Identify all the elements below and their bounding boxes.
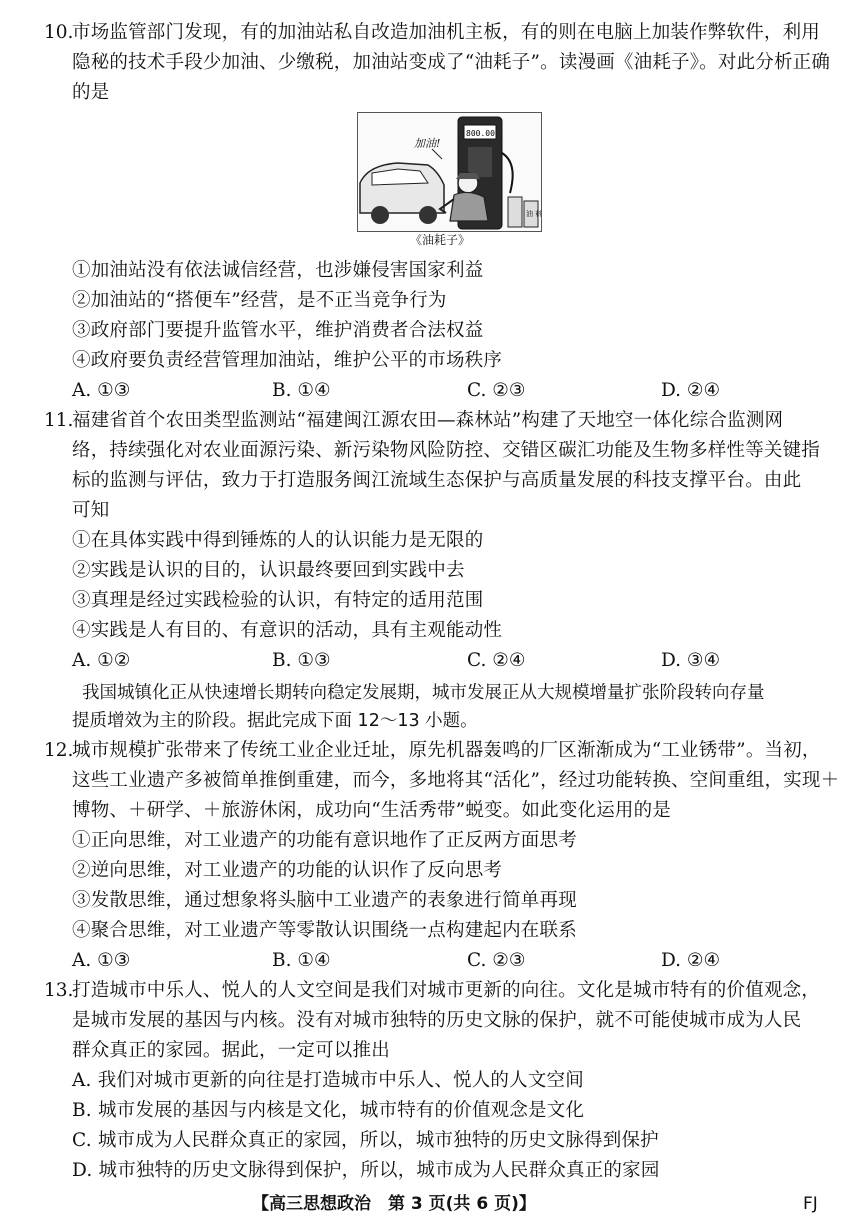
question-10-number: 10. [44, 22, 74, 43]
cartoon-image [357, 112, 542, 232]
question-11-stem-line: 络，持续强化对农业面源污染、新污染物风险防控、交错区碳汇功能及生物多样性等关键指 [72, 440, 821, 461]
question-11-statement: ②实践是认识的目的，认识最终要回到实践中去 [72, 560, 465, 581]
question-12-option-b[interactable]: B. ①④ [272, 950, 331, 971]
question-12-statement: ③发散思维，通过想象将头脑中工业遗产的表象进行简单再现 [72, 890, 577, 911]
question-11-option-c[interactable]: C. ②④ [467, 650, 526, 671]
question-11-option-b[interactable]: B. ①③ [272, 650, 331, 671]
question-12-stem-line: 博物、＋研学、＋旅游休闲，成功向“生活秀带”蜕变。如此变化运用的是 [72, 800, 672, 821]
question-13-stem-line: 是城市发展的基因与内核。没有对城市独特的历史文脉的保护，就不可能使城市成为人民 [72, 1010, 802, 1031]
question-13-stem-line: 打造城市中乐人、悦人的人文空间是我们对城市更新的向往。文化是城市特有的价值观念， [72, 980, 821, 1001]
question-10-statement: ④政府要负责经营管理加油站，维护公平的市场秩序 [72, 350, 503, 371]
barrel-label-text: 油 料 [526, 210, 541, 218]
question-10-statement: ①加油站没有依法诚信经营，也涉嫌侵害国家利益 [72, 260, 484, 281]
question-10-statement: ②加油站的“搭便车”经营，是不正当竞争行为 [72, 290, 447, 311]
question-11-statement: ③真理是经过实践检验的认识，有特定的适用范围 [72, 590, 484, 611]
question-11-option-a[interactable]: A. ①② [72, 650, 131, 671]
question-11-stem-line: 标的监测与评估，致力于打造服务闽江流域生态保护与高质量发展的科技支撑平台。由此 [72, 470, 802, 491]
question-10-stem-line: 隐秘的技术手段少加油、少缴税，加油站变成了“油耗子”。读漫画《油耗子》。对此分析正确 [72, 52, 831, 73]
question-10-option-a[interactable]: A. ①③ [72, 380, 131, 401]
question-12-statement: ①正向思维，对工业遗产的功能有意识地作了正反两方面思考 [72, 830, 577, 851]
question-10-stem-line: 的是 [72, 82, 110, 103]
question-13-choice-b[interactable]: B. 城市发展的基因与内核是文化，城市特有的价值观念是文化 [72, 1100, 585, 1121]
page-footer-title: 【高三思想政治 第 3 页(共 6 页)】 [252, 1194, 536, 1214]
question-10-stem-line: 市场监管部门发现，有的加油站私自改造加油机主板，有的则在电脑上加装作弊软件，利用 [72, 22, 821, 43]
question-12-option-c[interactable]: C. ②③ [467, 950, 526, 971]
question-10-statement: ③政府部门要提升监管水平，维护消费者合法权益 [72, 320, 484, 341]
cartoon-drawing [358, 113, 541, 231]
material-intro-line: 我国城镇化正从快速增长期转向稳定发展期，城市发展正从大规模增量扩张阶段转向存量 [82, 683, 765, 703]
question-13-choice-d[interactable]: D. 城市独特的历史文脉得到保护，所以，城市成为人民群众真正的家园 [72, 1160, 660, 1181]
page-footer-code: FJ [803, 1194, 818, 1214]
question-12-number: 12. [44, 740, 74, 761]
question-13-number: 13. [44, 980, 74, 1001]
pump-display-text: 800.00 [466, 129, 495, 138]
question-12-stem-line: 这些工业遗产多被简单推倒重建，而今，多地将其“活化”，经过功能转换、空间重组，实现＋ [72, 770, 840, 791]
question-12-stem-line: 城市规模扩张带来了传统工业企业迁址，原先机器轰鸣的厂区渐渐成为“工业锈带”。当初， [72, 740, 821, 761]
question-12-statement: ④聚合思维，对工业遗产等零散认识围绕一点构建起内在联系 [72, 920, 577, 941]
question-13-choice-a[interactable]: A. 我们对城市更新的向往是打造城市中乐人、悦人的人文空间 [72, 1070, 584, 1091]
question-11-stem-line: 可知 [72, 500, 110, 521]
question-10-option-b[interactable]: B. ①④ [272, 380, 331, 401]
question-13-choice-c[interactable]: C. 城市成为人民群众真正的家园，所以，城市独特的历史文脉得到保护 [72, 1130, 659, 1151]
question-11-statement: ④实践是人有目的、有意识的活动，具有主观能动性 [72, 620, 503, 641]
question-12-option-a[interactable]: A. ①③ [72, 950, 131, 971]
question-11-option-d[interactable]: D. ③④ [661, 650, 721, 671]
question-10-option-d[interactable]: D. ②④ [661, 380, 721, 401]
question-11-statement: ①在具体实践中得到锤炼的人的认识能力是无限的 [72, 530, 484, 551]
question-13-stem-line: 群众真正的家园。据此，一定可以推出 [72, 1040, 390, 1061]
question-11-stem-line: 福建省首个农田类型监测站“福建闽江源农田—森林站”构建了天地空一体化综合监测网 [72, 410, 784, 431]
question-12-option-d[interactable]: D. ②④ [661, 950, 721, 971]
speech-text: 加油! [414, 137, 441, 150]
cartoon-caption: 《油耗子》 [410, 233, 471, 247]
material-intro-line: 提质增效为主的阶段。据此完成下面 12～13 小题。 [72, 711, 478, 731]
question-10-option-c[interactable]: C. ②③ [467, 380, 526, 401]
question-11-number: 11. [44, 410, 74, 431]
question-12-statement: ②逆向思维，对工业遗产的功能的认识作了反向思考 [72, 860, 503, 881]
